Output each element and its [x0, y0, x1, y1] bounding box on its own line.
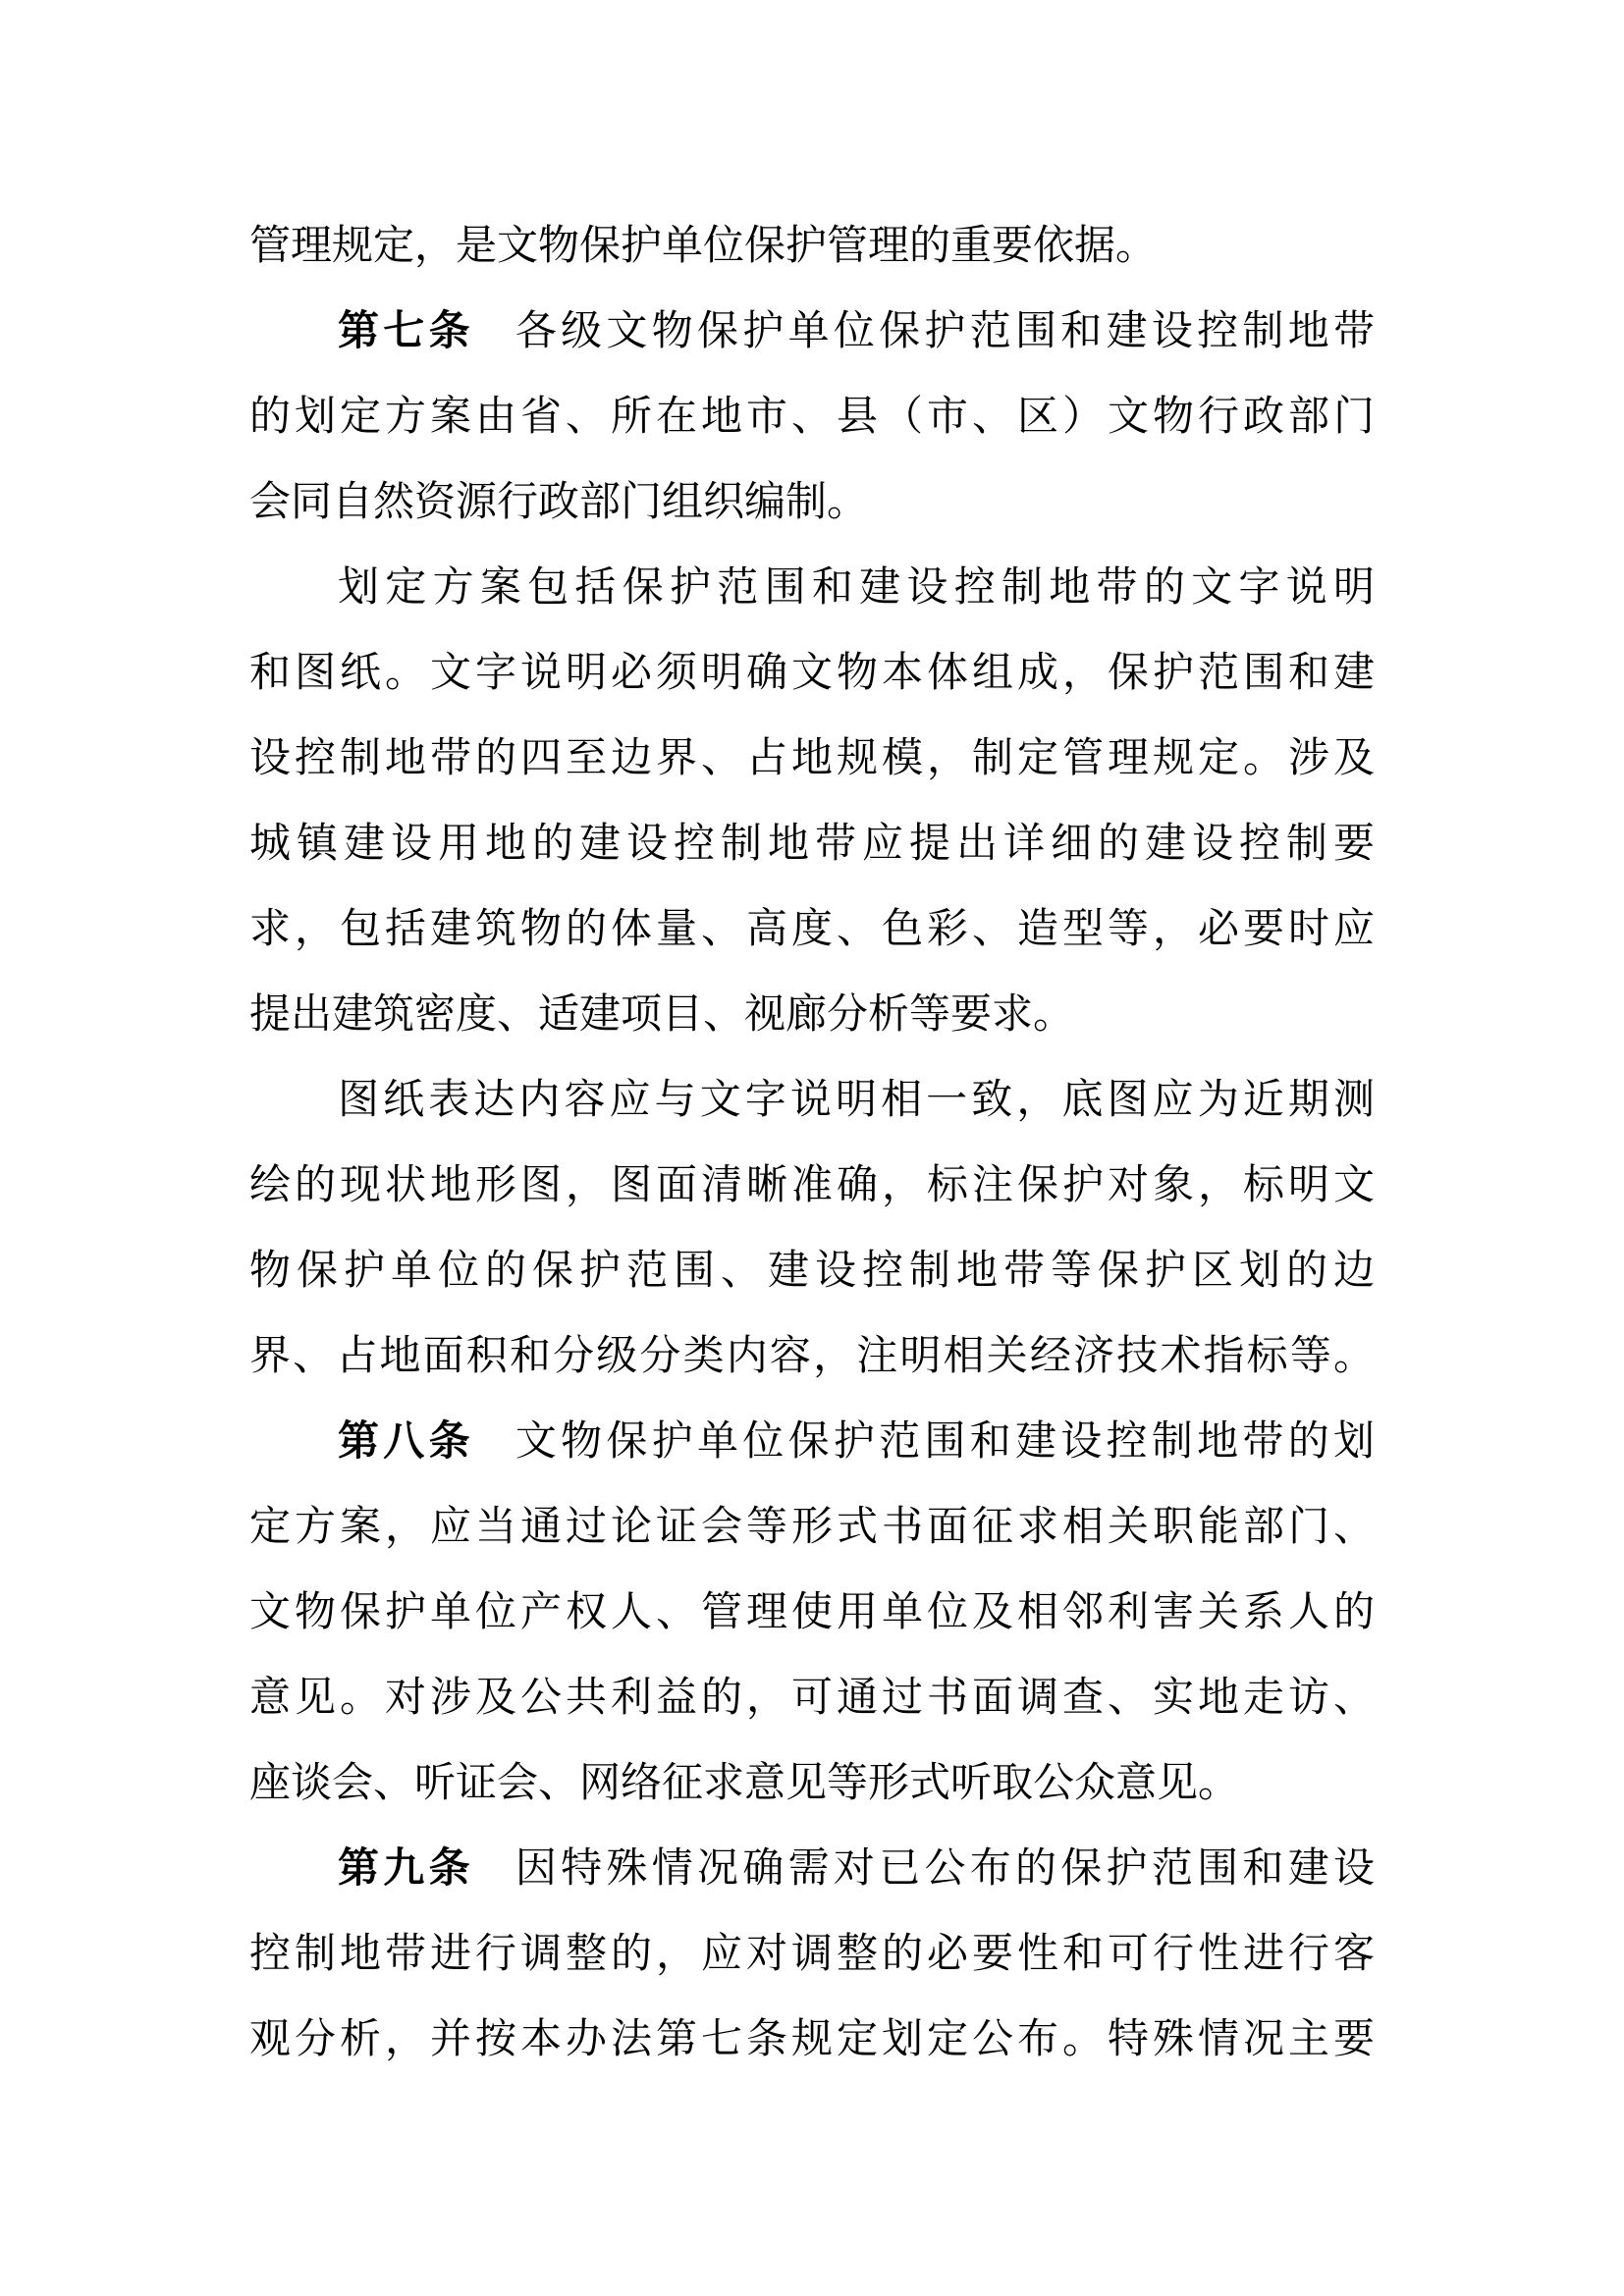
article-number: 第八条 [338, 1416, 474, 1465]
text-line [249, 800, 1375, 885]
text-line [249, 1398, 1375, 1483]
line-text: 因特殊情况确需对已公布的保护范围和建设 [514, 1843, 1375, 1892]
line-text: 求，包括建筑物的体量、高度、色彩、造型等，必要时应 [249, 904, 1375, 952]
text-line [249, 1825, 1375, 1910]
text-line [249, 1910, 1375, 1996]
text-line [249, 202, 1375, 288]
text-line [249, 1739, 1375, 1825]
line-text: 和图纸。文字说明必须明确文物本体组成，保护范围和建 [249, 648, 1375, 696]
text-line [249, 544, 1375, 629]
article-number: 第七条 [338, 306, 474, 354]
article-number: 第九条 [338, 1843, 474, 1892]
line-text: 管理规定，是文物保护单位保护管理的重要依据。 [249, 221, 1158, 269]
line-text: 界、占地面积和分级分类内容，注明相关经济技术指标等。 [249, 1331, 1375, 1379]
line-text: 的划定方案由省、所在地市、县（市、区）文物行政部门 [249, 392, 1375, 440]
line-text: 文物保护单位产权人、管理使用单位及相邻利害关系人的 [249, 1587, 1375, 1635]
line-text: 设控制地带的四至边界、占地规模，制定管理规定。涉及 [249, 733, 1375, 781]
text-line [249, 1569, 1375, 1654]
line-text: 物保护单位的保护范围、建设控制地带等保护区划的边 [249, 1246, 1375, 1294]
text-line [249, 971, 1375, 1056]
line-text: 控制地带进行调整的，应对调整的必要性和可行性进行客 [249, 1929, 1375, 1977]
line-text: 观分析，并按本办法第七条规定划定公布。特殊情况主要 [249, 2014, 1375, 2062]
text-line [249, 373, 1375, 458]
line-text: 绘的现状地形图，图面清晰准确，标注保护对象，标明文 [249, 1160, 1375, 1208]
text-line [249, 1227, 1375, 1312]
text-line [249, 1483, 1375, 1569]
text-line [249, 1654, 1375, 1739]
line-text: 意见。对涉及公共利益的，可通过书面调查、实地走访、 [249, 1673, 1375, 1721]
line-text: 城镇建设用地的建设控制地带应提出详细的建设控制要 [249, 819, 1375, 867]
line-text: 图纸表达内容应与文字说明相一致，底图应为近期测 [338, 1075, 1375, 1123]
text-line [249, 715, 1375, 800]
text-line [249, 1996, 1375, 2081]
text-block [249, 202, 1375, 2081]
text-line [249, 629, 1375, 715]
line-text: 会同自然资源行政部门组织编制。 [249, 477, 869, 525]
line-text: 座谈会、听证会、网络征求意见等形式听取公众意见。 [249, 1758, 1240, 1806]
text-line [249, 458, 1375, 544]
text-line [249, 1312, 1375, 1398]
text-line [249, 288, 1375, 373]
line-text: 文物保护单位保护范围和建设控制地带的划 [514, 1416, 1375, 1465]
line-text: 定方案，应当通过论证会等形式书面征求相关职能部门、 [249, 1502, 1375, 1550]
text-line [249, 1142, 1375, 1227]
text-line [249, 885, 1375, 971]
line-text: 划定方案包括保护范围和建设控制地带的文字说明 [338, 562, 1375, 611]
text-line [249, 1056, 1375, 1142]
line-text: 提出建筑密度、适建项目、视廊分析等要求。 [249, 989, 1075, 1038]
line-text: 各级文物保护单位保护范围和建设控制地带 [514, 306, 1375, 354]
